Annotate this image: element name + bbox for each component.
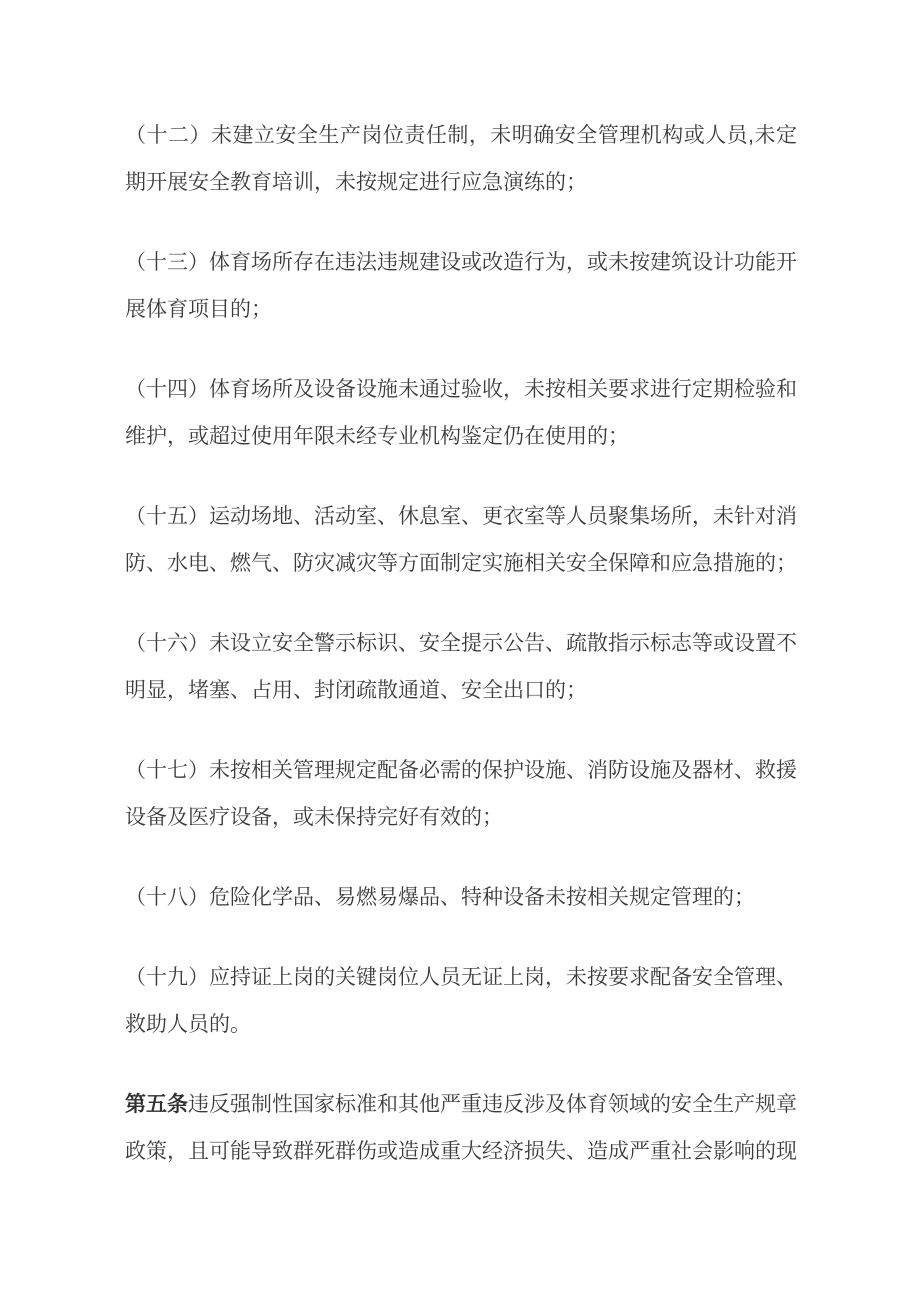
clause-paragraph-15: （十五）运动场地、活动室、休息室、更衣室等人员聚集场所，未针对消防、水电、燃气、防灾减灾等方面制定实施相关安全保障和应急措施的； (125, 505, 797, 575)
clause-paragraph-17: （十七）未按相关管理规定配备必需的保护设施、消防设施及器材、救援设备及医疗设备，或未保持完好有效的； (125, 759, 797, 829)
clause-paragraph-16: （十六）未设立安全警示标识、安全提示公告、疏散指示标志等或设置不明显，堵塞、占用、封闭疏散通道、安全出口的； (125, 632, 797, 702)
clause-paragraph-13: （十三）体育场所存在违法违规建设或改造行为，或未按建筑设计功能开展体育项目的； (125, 251, 797, 321)
article-5-number: 第五条 (125, 1093, 188, 1116)
article-5-paragraph (125, 1081, 797, 1175)
clause-paragraph-14: （十四）体育场所及设备设施未通过验收，未按相关要求进行定期检验和维护，或超过使用年限未经专业机构鉴定仍在使用的； (125, 378, 797, 448)
clause-paragraph-19: （十九）应持证上岗的关键岗位人员无证上岗，未按要求配备安全管理、救助人员的。 (125, 966, 797, 1036)
clause-paragraph-18: （十八）危险化学品、易燃易爆品、特种设备未按相关规定管理的； (125, 886, 755, 909)
clause-paragraph-12: （十二）未建立安全生产岗位责任制，未明确安全管理机构或人员,未定期开展安全教育培训，未按规定进行应急演练的； (125, 124, 797, 194)
article-5-text: 违反强制性国家标准和其他严重违反涉及体育领域的安全生产规章政策，且可能导致群死群伤或造成重大经济损失、造成严重社会影响的现 (125, 1093, 797, 1163)
